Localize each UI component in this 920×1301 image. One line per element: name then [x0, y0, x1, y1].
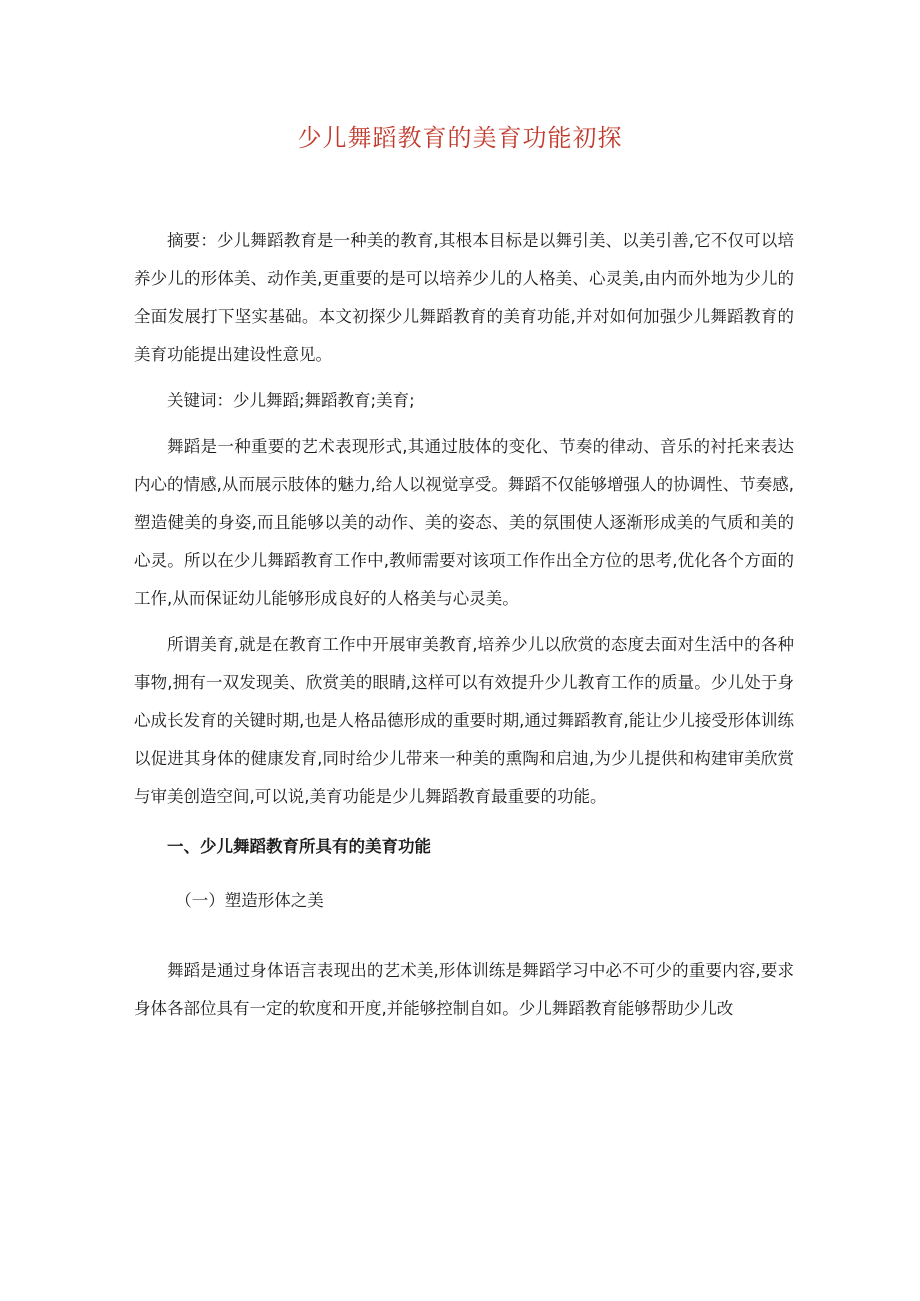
abstract-paragraph: 摘要：少儿舞蹈教育是一种美的教育,其根本目标是以舞引美、以美引善,它不仅可以培养少儿的形体美、动作美,更重要的是可以培养少儿的人格美、心灵美,由内而外地为少儿的全面发展打下坚实基础。本文初探少儿舞蹈教育的美育功能,并对如何加强少儿舞蹈教育的美育功能提出建设性意见。 [134, 231, 794, 364]
section-heading-1: 一、少儿舞蹈教育所具有的美育功能 [167, 837, 431, 856]
subsection-heading-1: （一）塑造形体之美 [175, 891, 324, 910]
body-paragraph-2: 所谓美育,就是在教育工作中开展审美教育,培养少儿以欣赏的态度去面对生活中的各种事物,拥有一双发现美、欣赏美的眼睛,这样可以有效提升少儿教育工作的质量。少儿处于身心成长发育的关键时期,也是人格品德形成的重要时期,通过舞蹈教育,能让少儿接受形体训练以促进其身体的健康发育,同时给少儿带来一种美的熏陶和启迪,为少儿提供和构建审美欣赏与审美创造空间,可以说,美育功能是少儿舞蹈教育最重要的功能。 [134, 635, 794, 806]
keywords-line: 关键词：少儿舞蹈;舞蹈教育;美育; [167, 391, 415, 410]
document-title: 少儿舞蹈教育的美育功能初探 [297, 124, 623, 152]
body-paragraph-1: 舞蹈是一种重要的艺术表现形式,其通过肢体的变化、节奏的律动、音乐的衬托来表达内心的情感,从而展示肢体的魅力,给人以视觉享受。舞蹈不仅能够增强人的协调性、节奏感,塑造健美的身姿,而且能够以美的动作、美的姿态、美的氛围使人逐渐形成美的气质和美的心灵。所以在少儿舞蹈教育工作中,教师需要对该项工作作出全方位的思考,优化各个方面的工作,从而保证幼儿能够形成良好的人格美与心灵美。 [134, 437, 794, 608]
body-paragraph-3: 舞蹈是通过身体语言表现出的艺术美,形体训练是舞蹈学习中必不可少的重要内容,要求身体各部位具有一定的软度和开度,并能够控制自如。少儿舞蹈教育能够帮助少儿改 [134, 961, 794, 1018]
document-body [134, 222, 794, 1028]
